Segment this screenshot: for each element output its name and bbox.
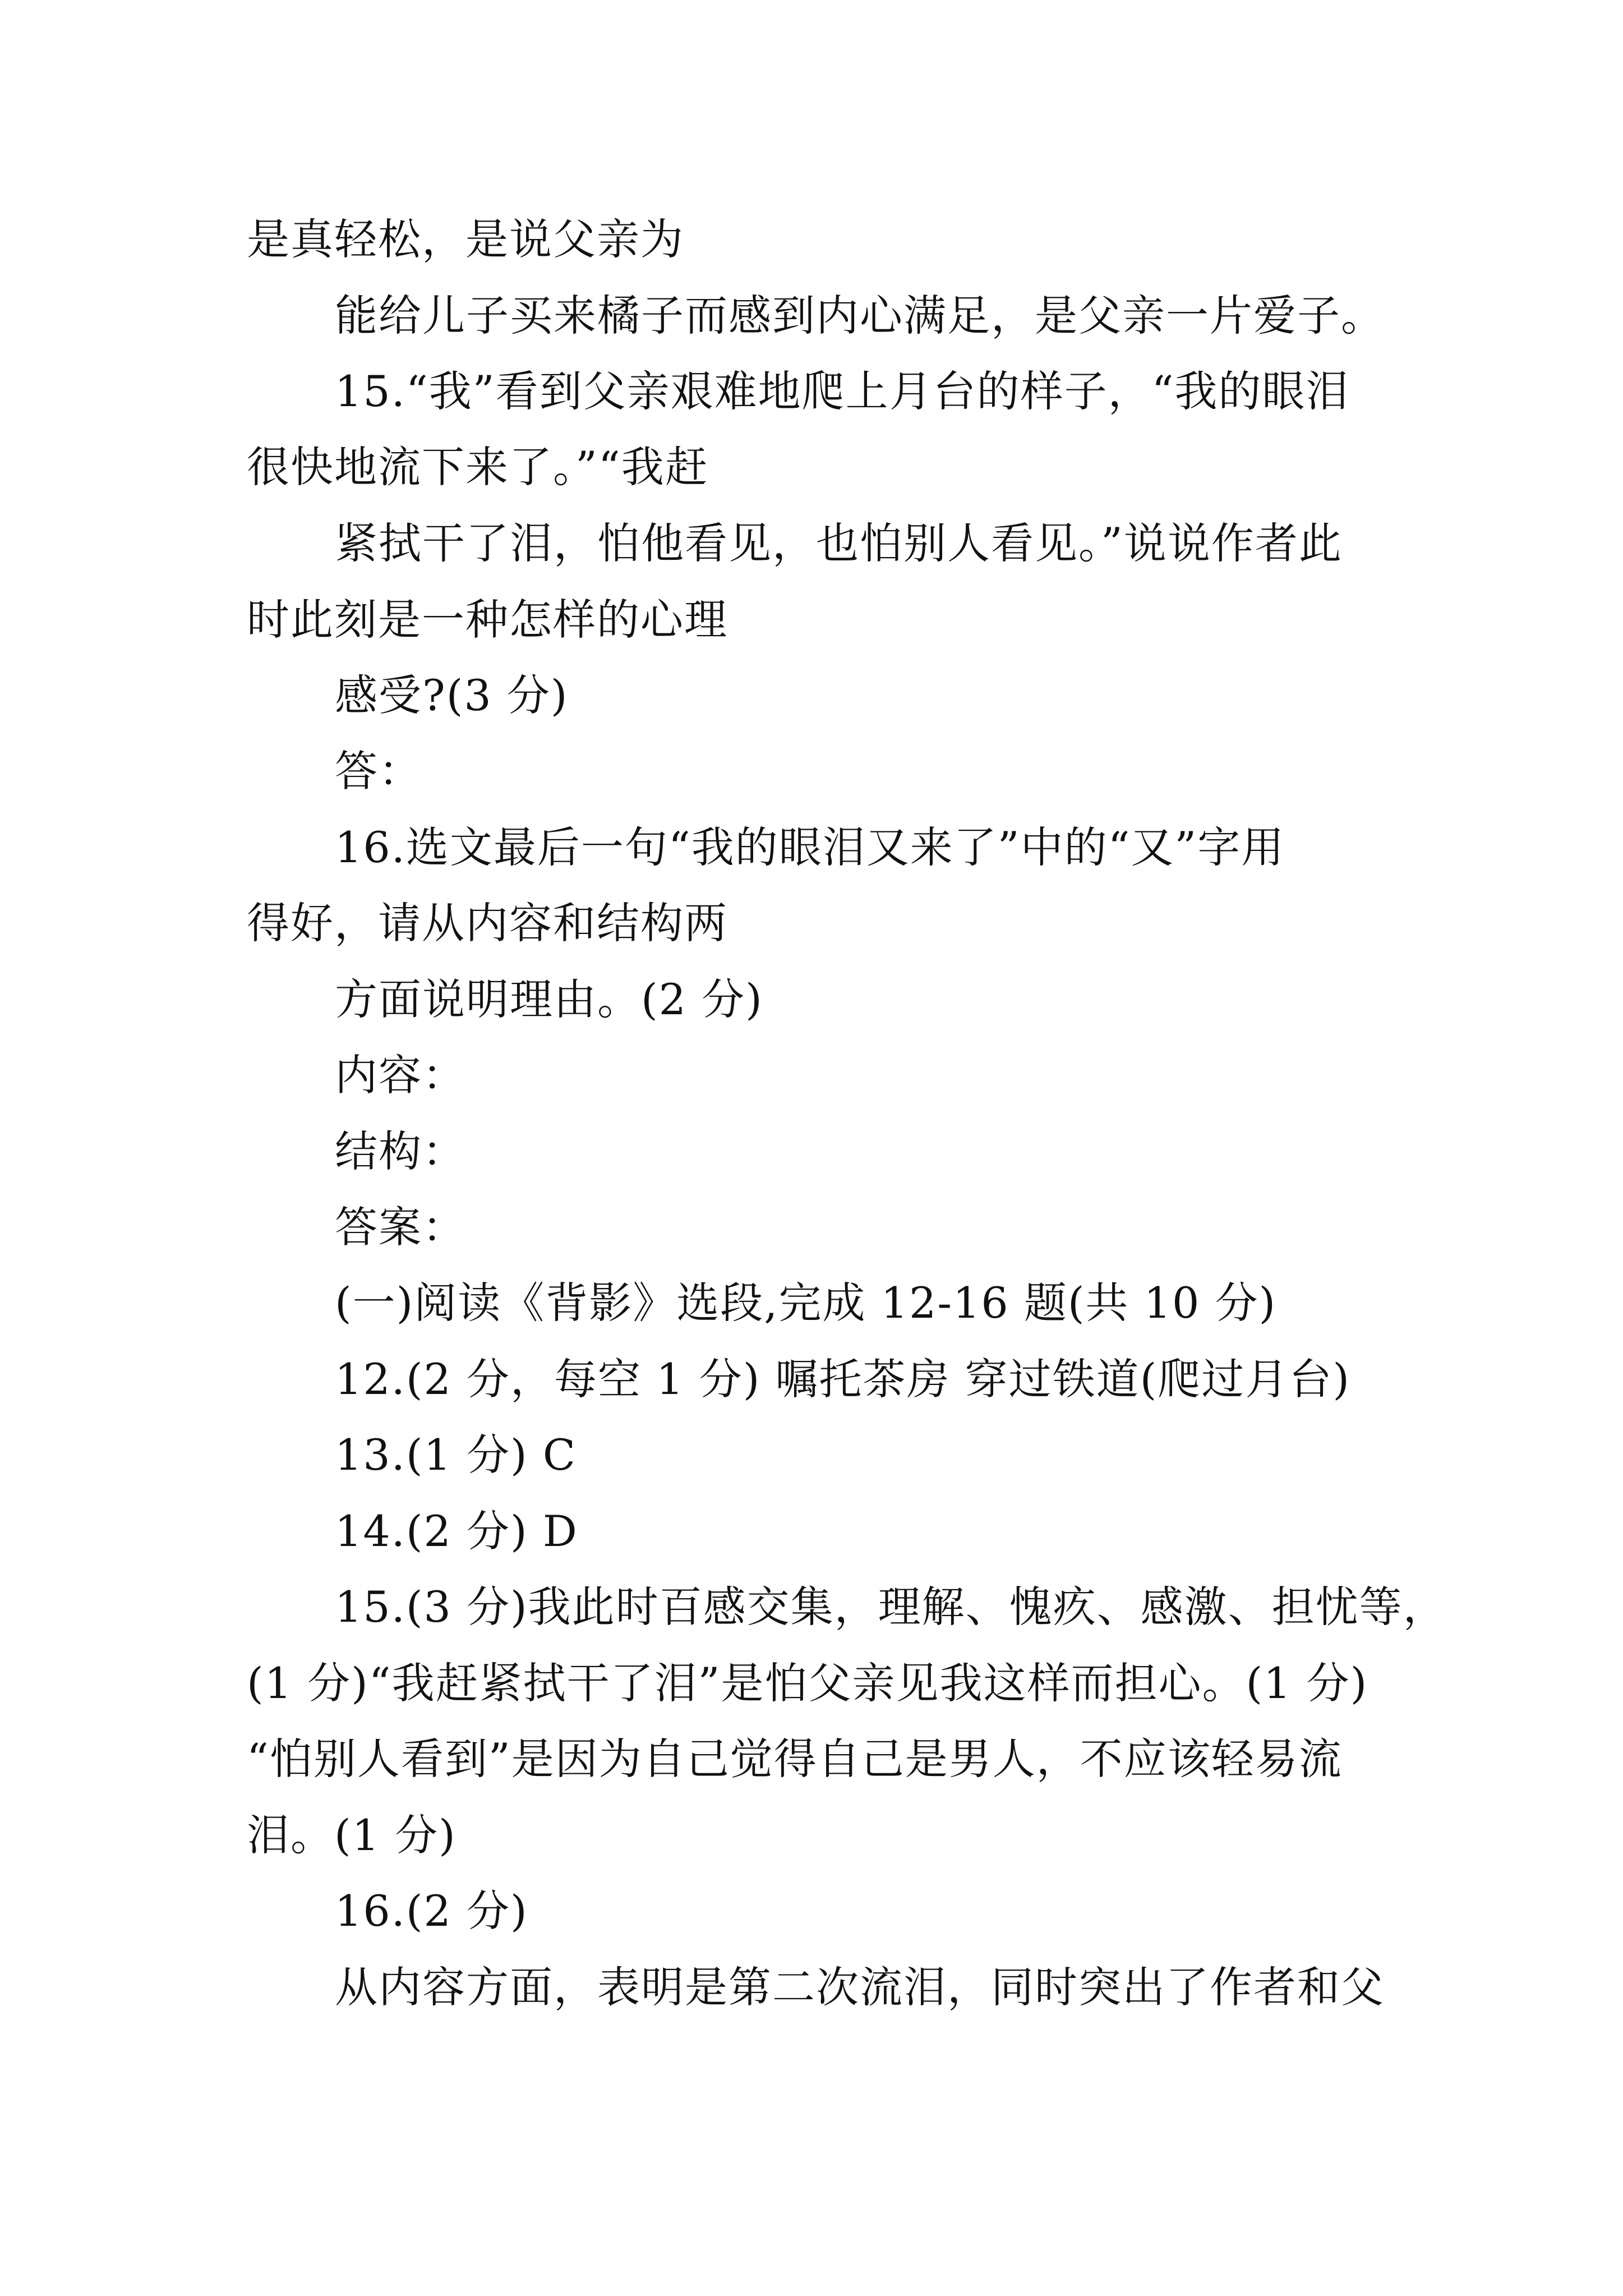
answer-16-line-1: 从内容方面，表明是第二次流泪，同时突出了作者和父	[335, 1962, 1385, 2012]
text-line-2: 能给儿子买来橘子而感到内心满足，是父亲一片爱子。	[335, 291, 1385, 341]
text-line-1: 是真轻松，是说父亲为	[247, 214, 684, 264]
structure-label: 结构：	[335, 1126, 466, 1176]
question-15-line-3: 紧拭干了泪，怕他看见，也怕别人看见。”说说作者此	[335, 518, 1343, 568]
answer-15-line-1: 15.(3 分)我此时百感交集，理解、愧疚、感激、担忧等，	[335, 1582, 1447, 1632]
answer-16-heading: 16.(2 分)	[335, 1886, 528, 1936]
answer-14: 14.(2 分) D	[335, 1506, 578, 1556]
content-label: 内容：	[335, 1050, 466, 1100]
question-15-line-2: 很快地流下来了。”“我赶	[247, 442, 709, 492]
question-15-answer-label: 答：	[335, 746, 422, 796]
question-15-line-4: 时此刻是一种怎样的心理	[247, 595, 728, 645]
question-16-line-1: 16.选文最后一句“我的眼泪又来了”中的“又”字用	[335, 822, 1285, 872]
question-16-line-3: 方面说明理由。(2 分)	[335, 974, 763, 1024]
question-16-line-2: 得好，请从内容和结构两	[247, 898, 728, 948]
answer-12: 12.(2 分，每空 1 分) 嘱托茶房 穿过铁道(爬过月台)	[335, 1354, 1350, 1404]
answer-13: 13.(1 分) C	[335, 1430, 577, 1480]
question-15-line-5: 感受?(3 分)	[335, 670, 569, 720]
answer-15-line-3: “怕别人看到”是因为自己觉得自己是男人，不应该轻易流	[247, 1734, 1343, 1784]
answer-section-title: (一)阅读《背影》选段,完成 12-16 题(共 10 分)	[335, 1278, 1277, 1328]
question-15-line-1: 15.“我”看到父亲艰难地爬上月台的样子，“我的眼泪	[335, 366, 1350, 416]
answer-15-line-4: 泪。(1 分)	[247, 1810, 457, 1860]
answers-heading: 答案：	[335, 1202, 466, 1252]
answer-15-line-2: (1 分)“我赶紧拭干了泪”是怕父亲见我这样而担心。(1 分)	[247, 1658, 1368, 1708]
